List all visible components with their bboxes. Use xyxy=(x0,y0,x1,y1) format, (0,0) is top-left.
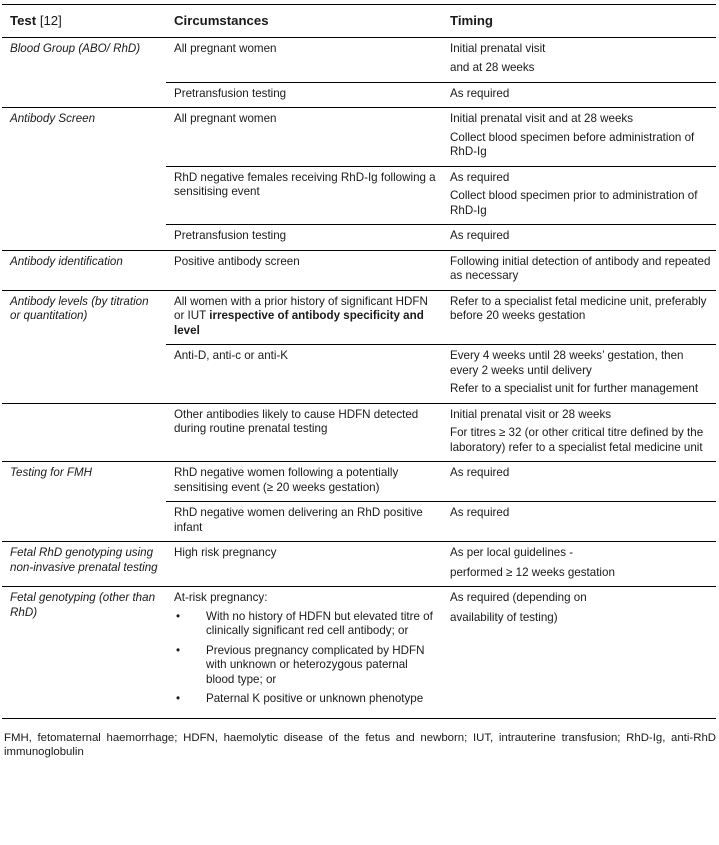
test-cell: Blood Group (ABO/ RhD) xyxy=(2,37,166,108)
test-cell: Testing for FMH xyxy=(2,462,166,542)
table-row xyxy=(2,290,716,345)
timing-cell: As required xyxy=(442,225,716,251)
circumstances-cell: RhD negative women delivering an RhD positive infant xyxy=(166,502,442,542)
timing-cell: As required xyxy=(442,462,716,502)
table-row xyxy=(2,250,716,290)
table-row xyxy=(2,462,716,502)
timing-cell: As required xyxy=(442,82,716,108)
circumstances-cell: All pregnant women xyxy=(166,37,442,82)
header-timing: Timing xyxy=(442,5,716,38)
test-cell: Antibody identification xyxy=(2,250,166,290)
timing-cell: As required Collect blood specimen prior to administration of RhD-Ig xyxy=(442,166,716,225)
circumstances-emphasis: irrespective of antibody specificity and level xyxy=(174,309,424,337)
circumstances-cell: At-risk pregnancy: • With no history of HDFN but elevated titre of clinically significant red cell antibody; or • Previous pregnancy complicated by HDFN with unknown or heterozygous paternal blood type; or • Paternal K positive or unknown phenotype xyxy=(166,587,442,719)
header-test-ref: [12] xyxy=(39,13,62,28)
timing-cell: Initial prenatal visit and at 28 weeks Collect blood specimen before administration of RhD-Ig xyxy=(442,108,716,167)
bullet-list xyxy=(174,610,438,707)
table-row xyxy=(2,403,716,462)
table-footnote: FMH, fetomaternal haemorrhage; HDFN, haemolytic disease of the fetus and newborn; IUT, intrauterine transfusion; RhD-Ig, anti-RhD immunoglobulin xyxy=(4,731,716,758)
timing-cell: As required xyxy=(442,502,716,542)
list-item: • Paternal K positive or unknown phenotype xyxy=(174,692,438,707)
timing-cell: Initial prenatal visit or 28 weeks For titres ≥ 32 (or other critical titre defined by the laboratory) refer to a specialist fetal medicine unit xyxy=(442,403,716,462)
table-row xyxy=(2,587,716,719)
timing-cell: As required (depending on availability of testing) xyxy=(442,587,716,719)
test-cell xyxy=(2,403,166,462)
test-cell: Antibody Screen xyxy=(2,108,166,251)
document-page xyxy=(0,4,719,760)
timing-cell: Initial prenatal visit and at 28 weeks xyxy=(442,37,716,82)
circumstances-cell: All women with a prior history of significant HDFN or IUT irrespective of antibody specificity and level xyxy=(166,290,442,345)
timing-cell: Refer to a specialist fetal medicine unit, preferably before 20 weeks gestation xyxy=(442,290,716,345)
circumstances-cell: High risk pregnancy xyxy=(166,542,442,587)
test-cell: Fetal RhD genotyping using non-invasive prenatal testing xyxy=(2,542,166,587)
circumstances-cell: Pretransfusion testing xyxy=(166,82,442,108)
circumstances-cell: Positive antibody screen xyxy=(166,250,442,290)
circumstances-cell: Other antibodies likely to cause HDFN detected during routine prenatal testing xyxy=(166,403,442,462)
list-item: • Previous pregnancy complicated by HDFN with unknown or heterozygous paternal blood type; or xyxy=(174,644,438,688)
timing-cell: Following initial detection of antibody and repeated as necessary xyxy=(442,250,716,290)
circumstances-cell: RhD negative females receiving RhD-Ig following a sensitising event xyxy=(166,166,442,225)
list-item: • With no history of HDFN but elevated titre of clinically significant red cell antibody; or xyxy=(174,610,438,639)
table-header-row xyxy=(2,5,716,38)
header-circumstances: Circumstances xyxy=(166,5,442,38)
test-cell: Fetal genotyping (other than RhD) xyxy=(2,587,166,719)
circumstances-cell: All pregnant women xyxy=(166,108,442,167)
test-cell: Antibody levels (by titration or quantitation) xyxy=(2,290,166,403)
timing-cell: As per local guidelines - performed ≥ 12 weeks gestation xyxy=(442,542,716,587)
prenatal-testing-table xyxy=(2,4,716,719)
circumstances-cell: Anti-D, anti-c or anti-K xyxy=(166,345,442,404)
header-test: Test [12] xyxy=(2,5,166,38)
table-row xyxy=(2,37,716,82)
circumstances-cell: RhD negative women following a potentially sensitising event (≥ 20 weeks gestation) xyxy=(166,462,442,502)
timing-cell: Every 4 weeks until 28 weeks’ gestation, then every 2 weeks until delivery Refer to a specialist unit for further management xyxy=(442,345,716,404)
table-row xyxy=(2,108,716,167)
circumstances-cell: Pretransfusion testing xyxy=(166,225,442,251)
table-row xyxy=(2,542,716,587)
